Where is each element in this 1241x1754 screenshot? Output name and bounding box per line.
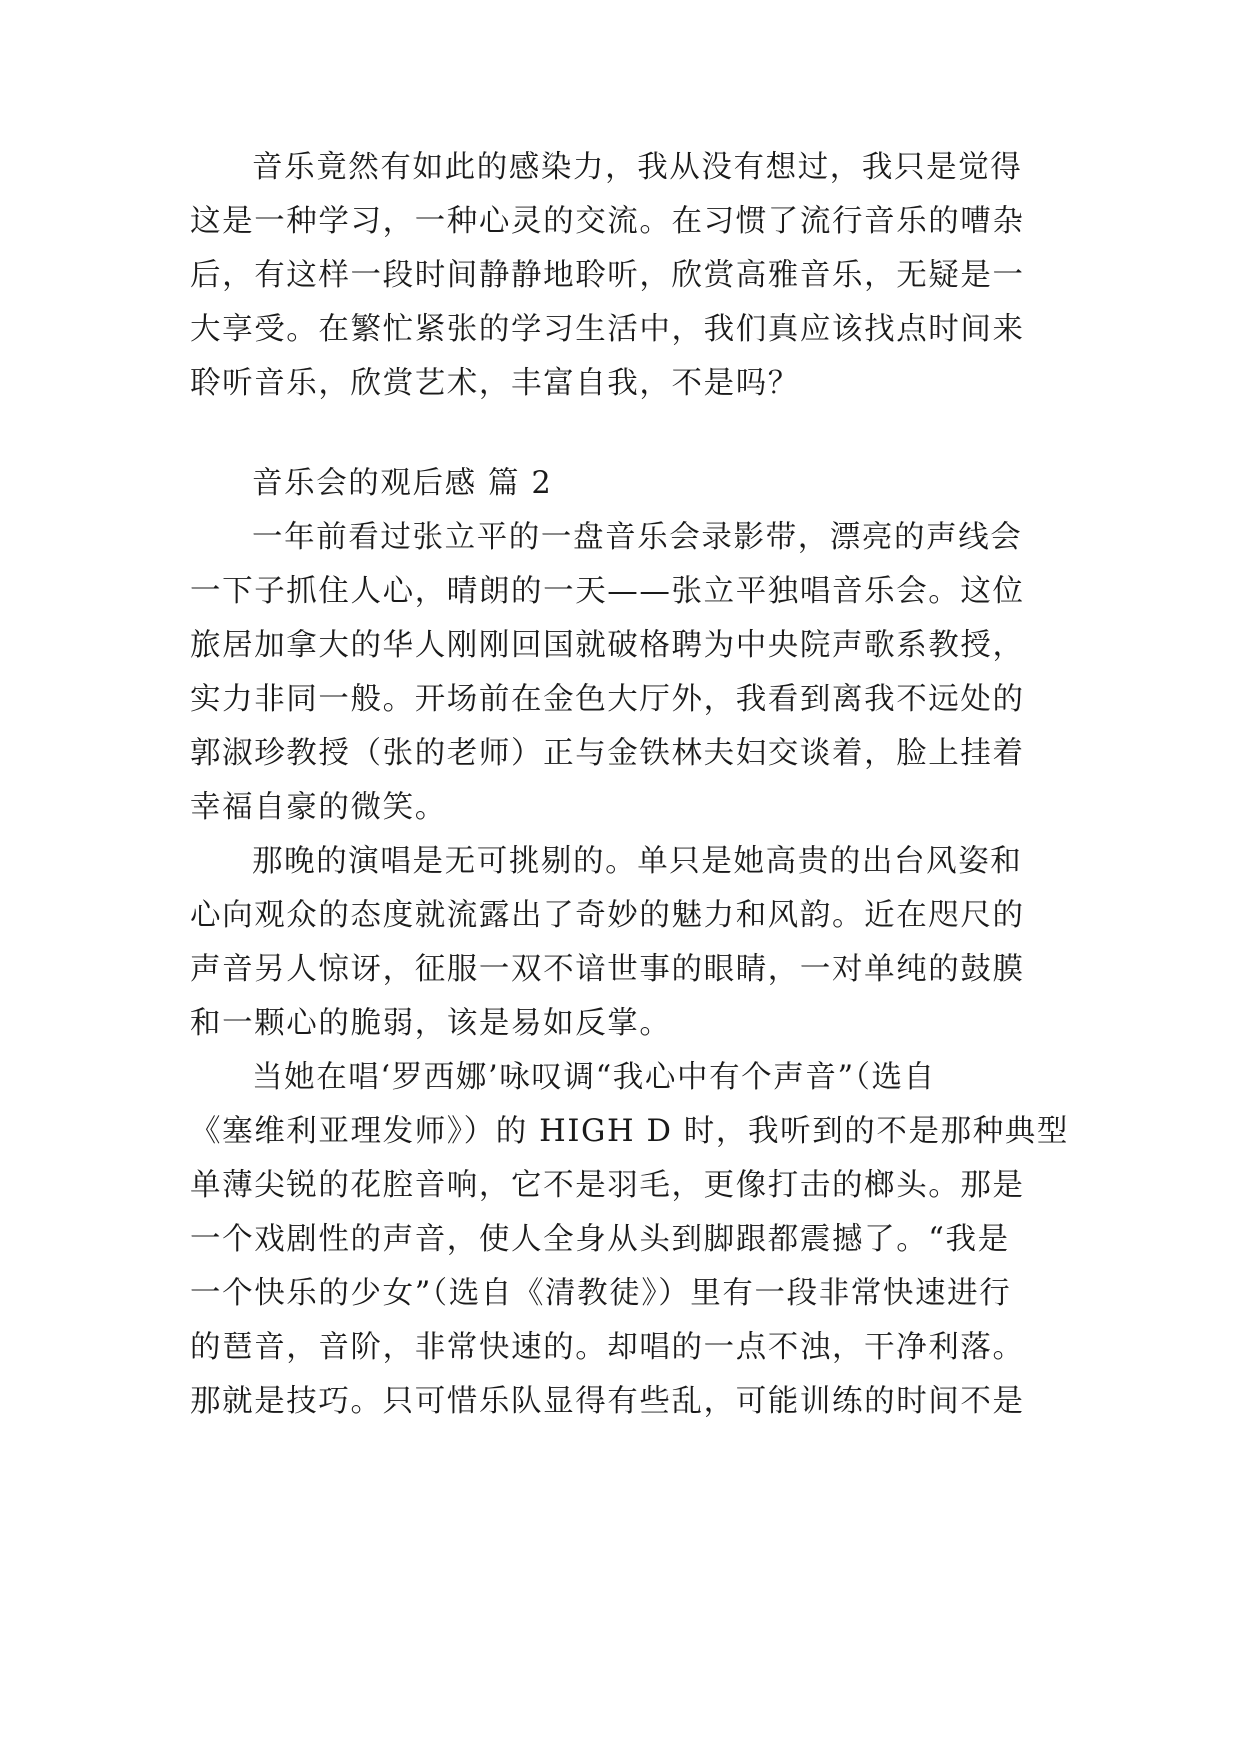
text-line: 的琶音，音阶，非常快速的。却唱的一点不浊，干净利落。	[190, 1330, 1025, 1365]
text-line: 幸福自豪的微笑。	[190, 790, 447, 825]
text-line: 音乐竟然有如此的感染力，我从没有想过，我只是觉得	[252, 150, 1023, 185]
text-line: 一下子抓住人心，晴朗的一天——张立平独唱音乐会。这位	[190, 574, 1025, 609]
text-line: 实力非同一般。开场前在金色大厅外，我看到离我不远处的	[190, 682, 1025, 717]
text-line: 这是一种学习，一种心灵的交流。在习惯了流行音乐的嘈杂	[190, 204, 1025, 239]
text-line: 大享受。在繁忙紧张的学习生活中，我们真应该找点时间来	[190, 312, 1025, 347]
text-line: 一个戏剧性的声音，使人全身从头到脚跟都震撼了。“我是	[190, 1222, 1010, 1257]
text-line: 单薄尖锐的花腔音响，它不是羽毛，更像打击的榔头。那是	[190, 1168, 1025, 1203]
text-line: 聆听音乐，欣赏艺术，丰富自我，不是吗？	[190, 366, 800, 401]
text-line: 当她在唱‘罗西娜’咏叹调“我心中有个声音”（选自	[252, 1060, 936, 1095]
text-line: 那晚的演唱是无可挑剔的。单只是她高贵的出台风姿和	[252, 844, 1023, 879]
section-title: 音乐会的观后感 篇 2	[252, 466, 553, 501]
text-line: 一年前看过张立平的一盘音乐会录影带，漂亮的声线会	[252, 520, 1023, 555]
text-line: 声音另人惊讶，征服一双不谙世事的眼睛，一对单纯的鼓膜	[190, 952, 1025, 987]
text-line: 郭淑珍教授（张的老师）正与金铁林夫妇交谈着，脸上挂着	[190, 736, 1025, 771]
text-line: 《塞维利亚理发师》）的 HIGH D 时，我听到的不是那种典型	[190, 1114, 1069, 1149]
text-line: 那就是技巧。只可惜乐队显得有些乱，可能训练的时间不是	[190, 1384, 1025, 1419]
text-line: 旅居加拿大的华人刚刚回国就破格聘为中央院声歌系教授，	[190, 628, 1025, 663]
text-line: 心向观众的态度就流露出了奇妙的魅力和风韵。近在咫尺的	[190, 898, 1025, 933]
text-line: 和一颗心的脆弱，该是易如反掌。	[190, 1006, 672, 1041]
text-line: 后，有这样一段时间静静地聆听，欣赏高雅音乐，无疑是一	[190, 258, 1025, 293]
text-line: 一个快乐的少女”（选自《清教徒》）里有一段非常快速进行	[190, 1276, 1012, 1311]
